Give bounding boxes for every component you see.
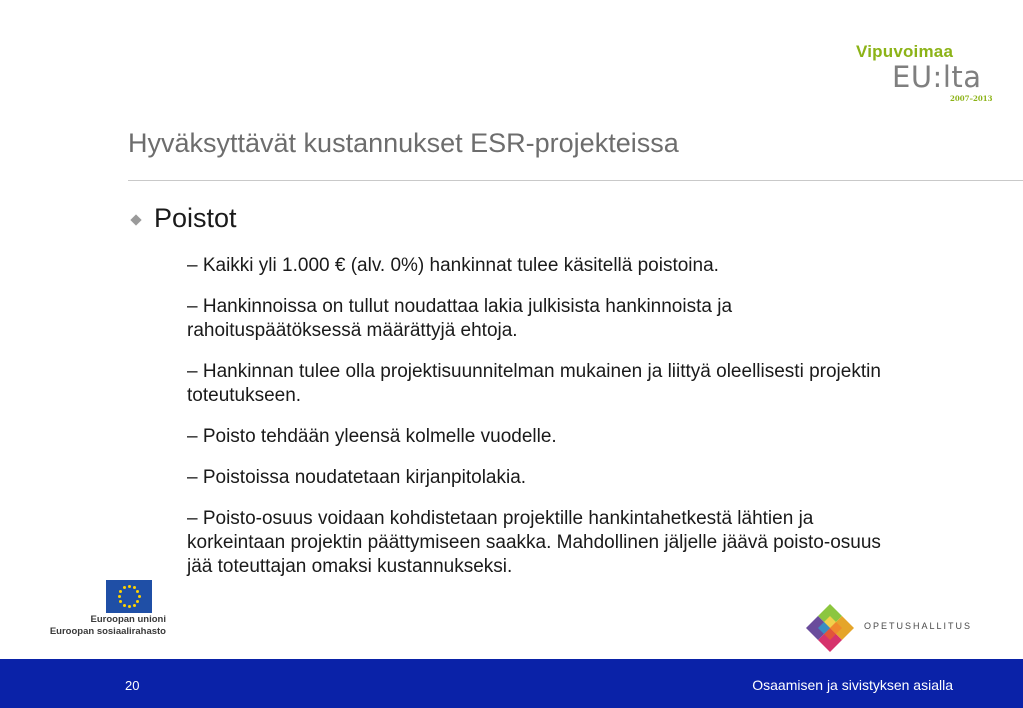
eu-star-icon: [133, 586, 136, 589]
eu-logo-text: [48, 614, 166, 638]
slide-title: Hyväksyttävät kustannukset ESR-projekteissa: [128, 128, 679, 158]
eu-star-icon: [138, 595, 141, 598]
eu-line-2: Euroopan sosiaalirahasto: [49, 626, 166, 637]
bullet-poistot: [132, 203, 237, 234]
sub-bullet-list: [187, 254, 887, 596]
opetushallitus-text: OPETUSHALLITUS: [864, 621, 973, 631]
footer-slogan: Osaamisen ja sivistyksen asialla: [752, 677, 953, 693]
eu-star-icon: [136, 600, 139, 603]
eu-star-icon: [123, 586, 126, 589]
logo-vipuvoimaa-text: Vipuvoimaa: [856, 42, 954, 61]
eu-star-icon: [119, 600, 122, 603]
vipuvoimaa-logo: [852, 40, 1002, 110]
eu-star-icon: [136, 590, 139, 593]
sub-bullet-item: – Poisto tehdään yleensä kolmelle vuodelle.: [187, 426, 557, 447]
eu-star-icon: [128, 585, 131, 588]
bullet-label: Poistot: [154, 203, 237, 233]
footer-bar: [0, 659, 1023, 708]
logo-years-text: 2007–2013: [950, 94, 993, 103]
sub-bullet-item: – Poisto-osuus voidaan kohdistetaan projektille hankintahetkestä lähtien ja korkeintaan projektin päättymiseen saakka. Mahdollinen jäljelle jäävä poisto-osuus jää toteuttajan omaksi kustannukseksi.: [187, 508, 881, 577]
opetushallitus-logo-icon: [806, 604, 854, 652]
sub-bullet-item: – Hankinnoissa on tullut noudattaa lakia julkisista hankinnoista ja rahoituspäätöksessä määrättyjä ehtoja.: [187, 296, 733, 341]
sub-bullet-item: – Kaikki yli 1.000 € (alv. 0%) hankinnat tulee käsitellä poistoina.: [187, 255, 719, 276]
eu-star-icon: [123, 604, 126, 607]
eu-star-icon: [118, 595, 121, 598]
eu-flag-icon: [106, 580, 152, 613]
title-divider: [128, 180, 1023, 181]
sub-bullet-item: – Poistoissa noudatetaan kirjanpitolakia.: [187, 467, 527, 488]
logo-eulta-text: EU:lta: [892, 60, 982, 94]
eu-star-icon: [119, 590, 122, 593]
eu-star-icon: [133, 604, 136, 607]
eu-line-1: Euroopan unioni: [90, 614, 166, 625]
sub-bullet-item: – Hankinnan tulee olla projektisuunnitelman mukainen ja liittyä oleellisesti projektin toteutukseen.: [187, 361, 881, 406]
diamond-bullet-icon: [130, 214, 141, 225]
eu-star-icon: [128, 605, 131, 608]
page-number: 20: [125, 678, 140, 693]
